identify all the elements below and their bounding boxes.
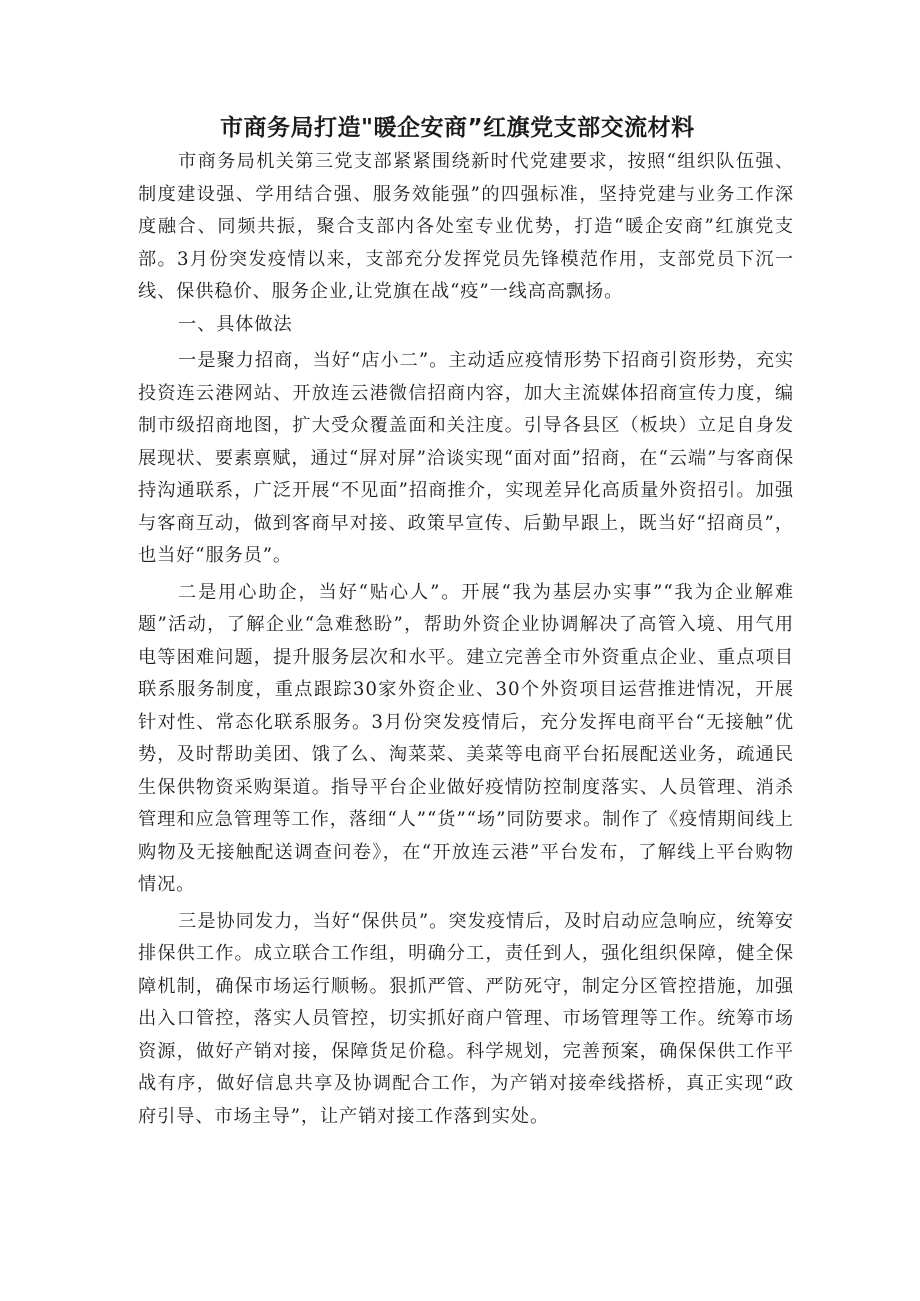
document-title: 市商务局打造"暖企安商”红旗党支部交流材料 <box>220 115 695 141</box>
intro-paragraph: 市商务局机关第三党支部紧紧围绕新时代党建要求，按照“组织队伍强、制度建设强、学用结合强、服务效能强”的四强标准，坚持党建与业务工作深度融合、同频共振，聚合支部内各处室专业优势，打造“暖企安商”红旗党支部。3月份突发疫情以来，支部充分发挥党员先锋模范作用，支部党员下沉一线、保供稳价、服务企业,让党旗在战“疫”一线高高飘扬。 <box>138 151 794 302</box>
section-heading: 一、具体做法 <box>178 313 293 335</box>
paragraph-supply-guarantee: 三是协同发力，当好“保供员”。突发疫情后，及时启动应急响应，统筹安排保供工作。成立联合工作组，明确分工，责任到人，强化组织保障，健全保障机制，确保市场运行顺畅。狠抓严管、严防死守，制定分区管控措施，加强出入口管控，落实人员管控，切实抓好商户管理、市场管理等工作。统筹市场资源，做好产销对接，保障货足价稳。科学规划，完善预案，确保保供工作平战有序，做好信息共享及协调配合工作，为产销对接牵线搭桥，真正实现“政府引导、市场主导”，让产销对接工作落到实处。 <box>138 910 794 1127</box>
paragraph-investment: 一是聚力招商，当好“店小二”。主动适应疫情形势下招商引资形势，充实投资连云港网站、开放连云港微信招商内容，加大主流媒体招商宣传力度，编制市级招商地图，扩大受众覆盖面和关注度。引导各县区（板块）立足自身发展现状、要素禀赋，通过“屏对屏”洽谈实现“面对面”招商，在“云端”与客商保持沟通联系，广泛开展“不见面”招商推介，实现差异化高质量外资招引。加强与客商互动，做到客商早对接、政策早宣传、后勤早跟上，既当好“招商员”，也当好“服务员”。 <box>138 350 794 566</box>
paragraph-enterprise-support: 二是用心助企，当好“贴心人”。开展“我为基层办实事”“我为企业解难题”活动，了解企业“急难愁盼”，帮助外资企业协调解决了高管入境、用气用电等困难问题，提升服务层次和水平。建立完善全市外资重点企业、重点项目联系服务制度，重点跟踪30家外资企业、30个外资项目运营推进情况，开展针对性、常态化联系服务。3月份突发疫情后，充分发挥电商平台“无接触”优势，及时帮助美团、饿了么、淘菜菜、美菜等电商平台拓展配送业务，疏通民生保供物资采购渠道。指导平台企业做好疫情防控制度落实、人员管理、消杀管理和应急管理等工作，落细“人”“货”“场”同防要求。制作了《疫情期间线上购物及无接触配送调查问卷》，在“开放连云港”平台发布，了解线上平台购物情况。 <box>138 581 794 895</box>
document-body <box>138 110 794 1133</box>
